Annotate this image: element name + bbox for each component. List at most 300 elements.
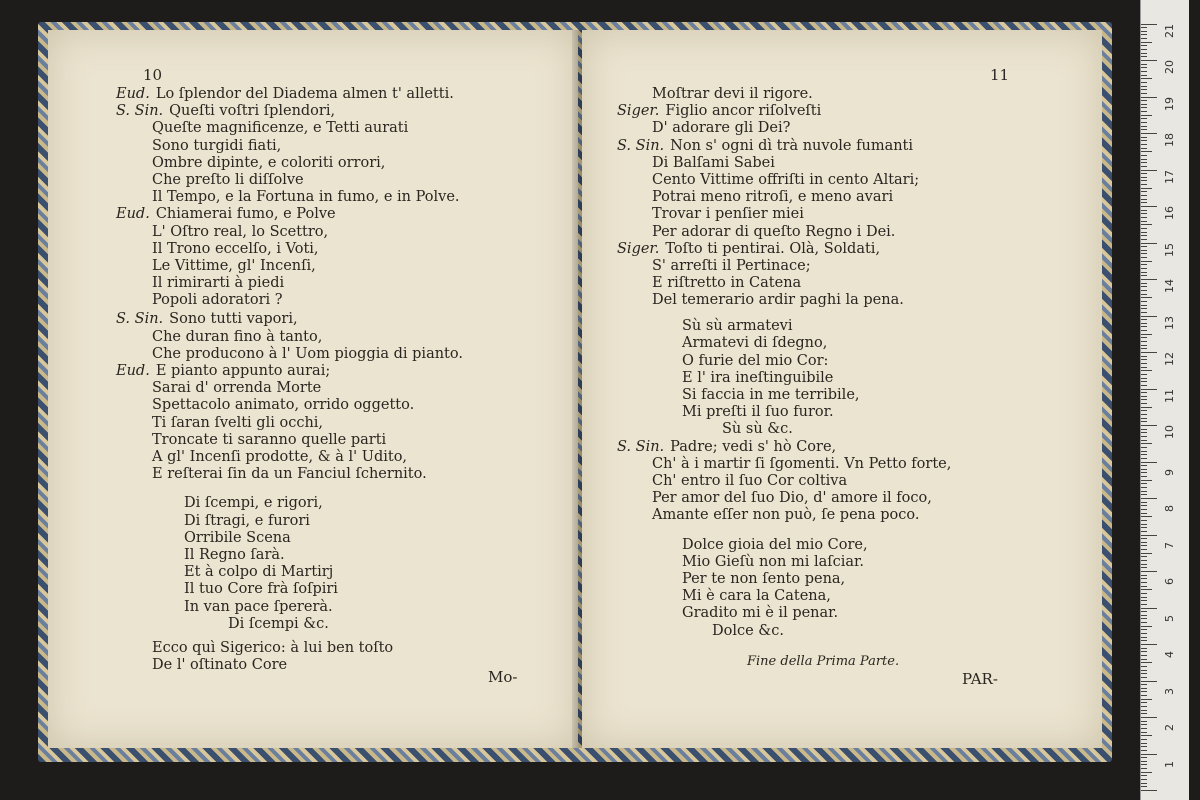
ruler-tick (1141, 31, 1147, 32)
verse-line (152, 433, 386, 448)
speaker-name: S. Sin. (617, 439, 665, 455)
verse-text: Orribile Scena (184, 530, 291, 546)
verse-line (116, 87, 454, 102)
verse-line (184, 582, 338, 597)
measuring-ruler (1140, 0, 1189, 800)
ruler-tick (1141, 600, 1147, 601)
ruler-tick (1141, 505, 1147, 506)
verse-text: E reſterai ſin da un Fanciul ſchernito. (152, 466, 427, 482)
verse-line (617, 104, 821, 119)
ruler-tick (1141, 42, 1152, 43)
ruler-tick (1141, 93, 1147, 94)
ruler-tick (1141, 531, 1147, 532)
ruler-tick (1141, 535, 1157, 536)
verse-text: Armatevi di ſdegno, (682, 335, 828, 351)
ruler-tick (1141, 721, 1147, 722)
verse-text: S' arreſti il Pertinace; (652, 258, 811, 274)
ruler-tick (1141, 341, 1147, 342)
ruler-tick (1141, 732, 1147, 733)
verse-text: Dolce gioia del mio Core, (682, 537, 868, 553)
ruler-tick (1141, 49, 1147, 50)
verse-line (152, 450, 407, 465)
speaker-name: Eud. (116, 206, 150, 222)
ruler-tick (1141, 604, 1147, 605)
verse-text: Queſti voſtri ſplendori, (169, 103, 336, 119)
ruler-number: 8 (1163, 505, 1176, 512)
verse-line (682, 319, 792, 334)
ruler-tick (1141, 498, 1157, 499)
verse-line (652, 457, 951, 472)
ruler-tick (1141, 308, 1147, 309)
ruler-tick (1141, 64, 1147, 65)
verse-line (617, 242, 880, 257)
ruler-tick (1141, 556, 1147, 557)
ruler-tick (1141, 45, 1147, 46)
ruler-tick (1141, 545, 1147, 546)
ruler-tick (1141, 458, 1147, 459)
ruler-tick (1141, 137, 1147, 138)
ruler-tick (1141, 148, 1147, 149)
verse-line (152, 347, 463, 362)
ruler-tick (1141, 305, 1147, 306)
verse-line (652, 508, 919, 523)
ruler-tick (1141, 410, 1147, 411)
verse-line (652, 491, 932, 506)
verse-line (682, 538, 868, 553)
ruler-number: 4 (1163, 651, 1176, 658)
ruler-tick (1141, 378, 1147, 379)
ruler-tick (1141, 677, 1147, 678)
ruler-tick (1141, 279, 1157, 280)
ruler-tick (1141, 53, 1147, 54)
verse-text: Che preſto li diſſolve (152, 172, 304, 188)
ruler-tick (1141, 670, 1147, 671)
ruler-tick (1141, 717, 1157, 718)
ruler-tick (1141, 86, 1147, 87)
verse-text: Per amor del ſuo Dio, d' amore il foco, (652, 490, 932, 506)
ruler-tick (1141, 217, 1147, 218)
ruler-tick (1141, 140, 1147, 141)
ruler-tick (1141, 443, 1152, 444)
verse-line (116, 104, 335, 119)
ruler-tick (1141, 775, 1147, 776)
ruler-tick (1141, 297, 1152, 298)
verse-text: Et à colpo di Martirj (184, 564, 334, 580)
speaker-name: S. Sin. (617, 138, 665, 154)
verse-text: Per adorar di queſto Regno i Dei. (652, 224, 896, 240)
ruler-number: 2 (1163, 724, 1176, 731)
verse-text: Mi è cara la Catena, (682, 588, 831, 604)
verse-text: Figlio ancor riſolveſti (665, 103, 822, 119)
ruler-tick (1141, 637, 1147, 638)
ruler-tick (1141, 326, 1147, 327)
ruler-tick (1141, 82, 1147, 83)
ruler-tick (1141, 414, 1147, 415)
verse-line (652, 474, 847, 489)
ruler-tick (1141, 177, 1147, 178)
ruler-tick (1141, 334, 1152, 335)
ruler-tick (1141, 352, 1157, 353)
ruler-tick (1141, 257, 1147, 258)
ruler-tick (1141, 348, 1147, 349)
verse-line (682, 589, 831, 604)
verse-line (652, 121, 790, 136)
verse-text: Ch' à i martir ſi ſgomenti. Vn Petto forte, (652, 456, 952, 472)
ruler-tick (1141, 385, 1147, 386)
left-page (48, 30, 578, 748)
ruler-tick (1141, 655, 1147, 656)
ruler-tick (1141, 710, 1147, 711)
verse-text: Potrai meno ritroſi, e meno avari (652, 189, 894, 205)
ruler-tick (1141, 126, 1147, 127)
ruler-tick (1141, 206, 1157, 207)
ruler-tick (1141, 144, 1147, 145)
ruler-tick (1141, 199, 1147, 200)
ruler-tick (1141, 239, 1147, 240)
ruler-tick (1141, 396, 1147, 397)
ruler-tick (1141, 553, 1152, 554)
ruler-tick (1141, 761, 1147, 762)
ruler-tick (1141, 659, 1147, 660)
ruler-tick (1141, 582, 1147, 583)
verse-line (652, 87, 813, 102)
ruler-tick (1141, 268, 1147, 269)
verse-text: A gl' Incenſi prodotte, & à l' Udito, (152, 449, 408, 465)
verse-text: E pianto appunto aurai; (155, 363, 331, 379)
verse-text: Lo ſplendor del Diadema almen t' alletti. (155, 86, 454, 102)
verse-line (116, 364, 330, 379)
ruler-tick (1141, 772, 1152, 773)
page-number: 11 (990, 66, 1010, 84)
ruler-tick (1141, 783, 1147, 784)
ruler-tick (1141, 502, 1147, 503)
ruler-tick (1141, 290, 1147, 291)
verse-line (152, 398, 414, 413)
ruler-tick (1141, 786, 1147, 787)
verse-text: O furie del mio Cor: (682, 353, 829, 369)
verse-line (682, 555, 864, 570)
verse-line (652, 190, 893, 205)
ruler-tick (1141, 370, 1152, 371)
ruler-number: 17 (1163, 169, 1176, 184)
ruler-tick (1141, 356, 1147, 357)
ruler-tick (1141, 188, 1152, 189)
verse-line (116, 207, 336, 222)
ruler-tick (1141, 567, 1147, 568)
ruler-tick (1141, 133, 1157, 134)
ruler-tick (1141, 644, 1157, 645)
ruler-tick (1141, 228, 1147, 229)
ruler-tick (1141, 768, 1147, 769)
fine-della-prima-parte: Fine della Prima Parte. (747, 654, 900, 669)
ruler-tick (1141, 301, 1147, 302)
verse-line (184, 514, 310, 529)
verse-text: Il Regno ſarà. (184, 547, 285, 563)
ruler-tick (1141, 78, 1152, 79)
verse-text: Sù sù &c. (722, 421, 793, 437)
ruler-tick (1141, 454, 1147, 455)
ruler-tick (1141, 107, 1147, 108)
ruler-tick (1141, 629, 1147, 630)
ruler-tick (1141, 122, 1147, 123)
ruler-number: 9 (1163, 468, 1176, 476)
ruler-tick (1141, 462, 1157, 463)
ruler-tick (1141, 24, 1157, 25)
verse-line (152, 121, 408, 136)
ruler-tick (1141, 764, 1147, 765)
ruler-tick (1141, 571, 1157, 572)
ruler-tick (1141, 662, 1152, 663)
ruler-tick (1141, 608, 1157, 609)
ruler-tick (1141, 38, 1147, 39)
ruler-tick (1141, 695, 1147, 696)
ruler-tick (1141, 389, 1157, 390)
ruler-number: 18 (1163, 133, 1176, 147)
ruler-tick (1141, 27, 1147, 28)
ruler-tick (1141, 184, 1147, 185)
ruler-tick (1141, 162, 1147, 163)
ruler-tick (1141, 399, 1147, 400)
catchword: Mo- (488, 668, 518, 686)
verse-line (152, 242, 319, 257)
ruler-tick (1141, 67, 1147, 68)
verse-text: Che producono à l' Uom pioggia di pianto. (152, 346, 463, 362)
ruler-tick (1141, 524, 1147, 525)
ruler-tick (1141, 210, 1147, 211)
ruler-tick (1141, 151, 1152, 152)
ruler-number: 5 (1163, 614, 1176, 622)
verse-text: Le Vittime, gl' Incenſi, (152, 258, 316, 274)
verse-text: In van pace ſpererà. (184, 599, 333, 615)
verse-line (652, 207, 804, 222)
ruler-tick (1141, 253, 1147, 254)
ruler-tick (1141, 224, 1152, 225)
verse-line (184, 531, 291, 546)
verse-line (712, 624, 784, 639)
ruler-tick (1141, 597, 1147, 598)
verse-text: Mio Gieſù non mi laſciar. (682, 554, 864, 570)
ruler-tick (1141, 436, 1147, 437)
right-page (582, 30, 1102, 748)
ruler-tick (1141, 757, 1147, 758)
verse-line (152, 330, 322, 345)
ruler-tick (1141, 469, 1147, 470)
ruler-tick (1141, 476, 1147, 477)
ruler-tick (1141, 191, 1147, 192)
verse-text: Il Trono eccelſo, i Voti, (152, 241, 319, 257)
ruler-tick (1141, 746, 1147, 747)
ruler-number: 11 (1163, 388, 1176, 403)
verse-line (152, 658, 287, 673)
ruler-tick (1141, 173, 1147, 174)
ruler-tick (1141, 359, 1147, 360)
verse-line (184, 548, 285, 563)
ruler-number: 10 (1163, 425, 1176, 439)
ruler-tick (1141, 407, 1152, 408)
ruler-number: 20 (1163, 60, 1176, 74)
ruler-tick (1141, 261, 1152, 262)
verse-text: Amante eſſer non può, ſe pena poco. (652, 507, 920, 523)
verse-text: Che duran fino à tanto, (152, 329, 323, 345)
speaker-name: Siger. (617, 103, 660, 119)
verse-line (152, 293, 283, 308)
verse-text: Si faccia in me terribile, (682, 387, 860, 403)
verse-text: Mi preſti il ſuo furor. (682, 404, 834, 420)
verse-text: Spettacolo animato, orrido oggetto. (152, 397, 415, 413)
verse-line (152, 139, 281, 154)
ruler-tick (1141, 159, 1147, 160)
verse-line (152, 641, 393, 656)
ruler-tick (1141, 381, 1147, 382)
ruler-number: 21 (1163, 23, 1176, 38)
verse-line (617, 139, 913, 154)
ruler-tick (1141, 651, 1147, 652)
verse-line (652, 225, 895, 240)
verse-line (682, 371, 833, 386)
speaker-name: S. Sin. (116, 311, 164, 327)
ruler-tick (1141, 593, 1147, 594)
ruler-tick (1141, 648, 1147, 649)
verse-text: Dolce &c. (712, 623, 784, 639)
verse-line (652, 293, 904, 308)
ruler-tick (1141, 323, 1147, 324)
catchword: PAR- (962, 670, 998, 688)
ruler-tick (1141, 586, 1147, 587)
ruler-tick (1141, 97, 1157, 98)
ruler-tick (1141, 491, 1147, 492)
ruler-tick (1141, 743, 1147, 744)
ruler-tick (1141, 250, 1147, 251)
verse-text: Trovar i penſier miei (652, 206, 804, 222)
verse-line (152, 225, 328, 240)
verse-text: Sono turgidi fiati, (152, 138, 282, 154)
ruler-tick (1141, 115, 1152, 116)
verse-text: Moſtrar devi il rigore. (652, 86, 813, 102)
ruler-tick (1141, 34, 1147, 35)
verse-line (617, 440, 836, 455)
verse-text: Di ſcempi, e rigori, (184, 495, 323, 511)
ruler-tick (1141, 170, 1157, 171)
ruler-tick (1141, 618, 1147, 619)
ruler-tick (1141, 118, 1147, 119)
ruler-tick (1141, 89, 1147, 90)
ruler-tick (1141, 735, 1152, 736)
speaker-name: Siger. (617, 241, 660, 257)
ruler-tick (1141, 330, 1147, 331)
verse-line (152, 467, 427, 482)
ruler-tick (1141, 516, 1152, 517)
ruler-tick (1141, 483, 1147, 484)
verse-text: Gradito mi è il penar. (682, 605, 839, 621)
ruler-tick (1141, 684, 1147, 685)
speaker-name: S. Sin. (116, 103, 164, 119)
ruler-tick (1141, 312, 1147, 313)
ruler-tick (1141, 713, 1147, 714)
ruler-tick (1141, 538, 1147, 539)
ruler-number: 3 (1163, 687, 1176, 695)
ruler-number: 15 (1163, 242, 1176, 257)
verse-text: Sarai d' orrenda Morte (152, 380, 322, 396)
ruler-tick (1141, 575, 1147, 576)
verse-text: Di ſtragi, e furori (184, 513, 310, 529)
verse-text: L' Oſtro real, lo Scettro, (152, 224, 329, 240)
verse-line (184, 565, 333, 580)
ruler-tick (1141, 294, 1147, 295)
ruler-tick (1141, 432, 1147, 433)
verse-line (682, 405, 834, 420)
ruler-tick (1141, 615, 1147, 616)
ruler-tick (1141, 100, 1147, 101)
speaker-name: Eud. (116, 363, 150, 379)
ruler-tick (1141, 421, 1147, 422)
verse-line (682, 336, 827, 351)
page-number: 10 (143, 66, 163, 84)
ruler-tick (1141, 699, 1152, 700)
verse-text: Chiamerai fumo, e Polve (155, 206, 336, 222)
ruler-tick (1141, 527, 1147, 528)
ruler-tick (1141, 513, 1147, 514)
ruler-tick (1141, 560, 1147, 561)
ruler-tick (1141, 425, 1157, 426)
verse-line (152, 156, 385, 171)
verse-text: Padre; vedi s' hò Core, (670, 439, 837, 455)
ruler-tick (1141, 166, 1147, 167)
verse-text: Di ſcempi &c. (228, 616, 329, 632)
ruler-tick (1141, 195, 1147, 196)
verse-text: Non s' ogni dì trà nuvole fumanti (670, 138, 914, 154)
ruler-number: 13 (1163, 315, 1176, 330)
verse-text: Del temerario ardir paghi la pena. (652, 292, 904, 308)
ruler-tick (1141, 440, 1147, 441)
ruler-tick (1141, 633, 1147, 634)
ruler-tick (1141, 728, 1147, 729)
verse-text: Di Balſami Sabei (652, 155, 775, 171)
verse-line (184, 600, 333, 615)
ruler-tick (1141, 418, 1147, 419)
verse-text: De l' oſtinato Core (152, 657, 288, 673)
verse-text: Toſto ti pentirai. Olà, Soldati, (665, 241, 881, 257)
ruler-tick (1141, 264, 1147, 265)
verse-line (682, 572, 845, 587)
ruler-tick (1141, 626, 1152, 627)
ruler-tick (1141, 480, 1152, 481)
verse-text: Per te non ſento pena, (682, 571, 846, 587)
ruler-tick (1141, 71, 1147, 72)
ruler-tick (1141, 367, 1147, 368)
verse-text: E l' ira ineſtinguibile (682, 370, 834, 386)
verse-text: E riſtretto in Catena (652, 275, 802, 291)
ruler-tick (1141, 520, 1147, 521)
verse-text: Popoli adoratori ? (152, 292, 283, 308)
verse-line (152, 190, 460, 205)
ruler-tick (1141, 202, 1147, 203)
ruler-tick (1141, 487, 1147, 488)
ruler-tick (1141, 374, 1147, 375)
ruler-tick (1141, 155, 1147, 156)
ruler-tick (1141, 564, 1147, 565)
verse-line (152, 416, 323, 431)
verse-text: D' adorare gli Dei? (652, 120, 791, 136)
ruler-number: 1 (1163, 760, 1176, 768)
ruler-tick (1141, 754, 1157, 755)
ruler-number: 14 (1163, 279, 1176, 293)
verse-text: Il rimirarti à piedi (152, 275, 285, 291)
ruler-tick (1141, 316, 1157, 317)
ruler-tick (1141, 589, 1152, 590)
verse-line (682, 606, 838, 621)
ruler-tick (1141, 706, 1147, 707)
ruler-tick (1141, 392, 1147, 393)
